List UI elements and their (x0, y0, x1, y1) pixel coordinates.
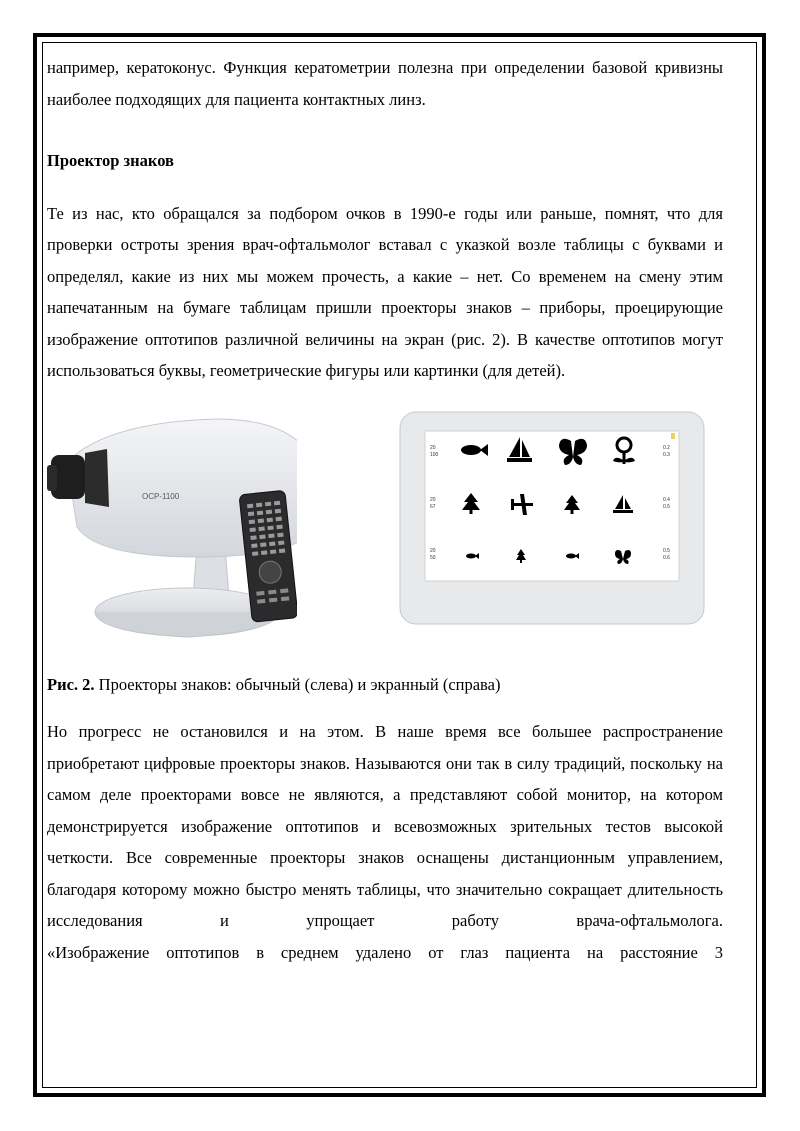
paragraph-keratometry: например, кератоконус. Функция кератометрии полезна при определении базовой кривизны наиболее подходящих для пациента контактных линз. (47, 58, 723, 109)
document-body (47, 52, 723, 968)
row3-right-top: 0.5 (663, 547, 670, 554)
caption-label: Рис. 2. (47, 674, 95, 694)
row3-left-top: 20 (430, 547, 436, 554)
screen-chart-photo (399, 411, 705, 625)
row1-right-bottom: 0.3 (663, 451, 670, 458)
row1-right-top: 0.2 (663, 444, 670, 451)
device-label: OCP-1100 (142, 491, 180, 501)
row2-left-top: 20 (430, 496, 436, 503)
row1-left-bottom: 100 (430, 451, 439, 458)
paragraph-digital-projectors: Но прогресс не остановился и на этом. В наше время все большее распространение приобретают цифровые проекторы знаков. Называются они так в силу традиций, поскольку на самом деле проекторами вовсе не являются, а представляют собой монитор, на котором демонстрируется изображение оптотипов и всевозможных зрительных тестов высокой четкости. Все современные проекторы знаков оснащены дистанционным управлением, благодаря которому можно быстро менять таблицы, что значительно сокращает длительность исследования и упрощает работу врача-офтальмолога. (47, 722, 723, 930)
paragraph-projector-history: Те из нас, кто обращался за подбором очков в 1990-е годы или раньше, помнят, что для проверки остроты зрения врач-офтальмолог вставал с указкой возле таблицы с буквами и определял, какие из них мы можем прочесть, а какие – нет. Со временем на смену этим напечатанным на бумаге таблицам пришли проекторы знаков – приборы, проецирующие изображение оптотипов различной величины на экран (рис. 2). В качестве оптотипов могут использоваться буквы, геометрические фигуры или картинки (для детей). (47, 203, 723, 380)
row2-right-top: 0.4 (663, 496, 670, 503)
row3-right-bottom: 0.6 (663, 554, 670, 561)
row2-left-bottom: 67 (430, 503, 436, 510)
figure-caption (47, 669, 723, 701)
row2-right-bottom: 0.5 (663, 503, 670, 510)
row1-left-top: 20 (430, 444, 436, 451)
figure-2 (47, 407, 723, 669)
paragraph-quote: «Изображение оптотипов в среднем удалено от глаз пациента на расстояние 3 (47, 942, 723, 962)
caption-text: Проекторы знаков: обычный (слева) и экранный (справа) (94, 674, 501, 694)
chart-projector-photo (47, 407, 297, 669)
row3-left-bottom: 50 (430, 554, 436, 561)
section-heading: Проектор знаков (47, 151, 174, 170)
